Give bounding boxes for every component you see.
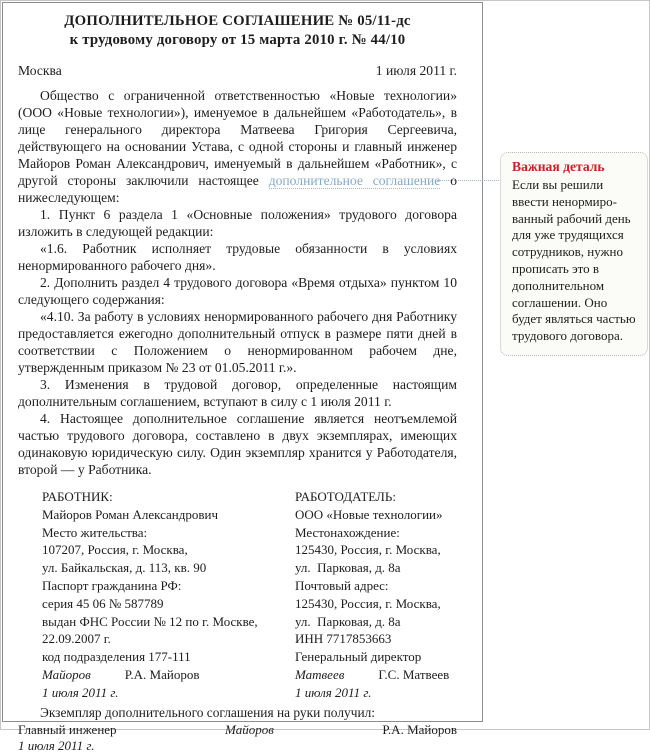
clause-paragraph-2: 2. Дополнить раздел 4 трудового договора «Время отдыха» пунктом 10 следующего содержания:: [18, 275, 457, 307]
worker-address-line-1: 107207, Россия, г. Москва,: [42, 542, 188, 558]
worker-signature-name: Р.А. Майоров: [124, 666, 200, 682]
receipt-position: Главный инженер: [18, 721, 117, 737]
receipt-section: [18, 704, 457, 754]
worker-passport-series: серия 45 06 № 587789: [42, 595, 164, 611]
worker-division-code: код подразделения 177-111: [42, 649, 191, 665]
note-text: Если вы решили ввести ненормированный рабочий день для уже трудящихся сотрудников, нужно прописать это в дополнительном соглашении. Оно будет являться частью трудового договора.: [512, 177, 636, 344]
employer-address-line-1: 125430, Россия, г. Москва,: [295, 542, 441, 558]
title-line-2: к трудовому договору от 15 марта 2010 г. № 44/10: [69, 32, 406, 48]
employer-director-title: Генеральный директор: [295, 649, 422, 665]
worker-address-line-2: ул. Байкальская, д. 113, кв. 90: [42, 560, 207, 576]
worker-passport-issued-2: 22.09.2007 г.: [42, 631, 111, 647]
document-city: Москва: [18, 63, 62, 78]
receipt-signature-row: [18, 721, 457, 738]
employer-inn: ИНН 7717853663: [295, 631, 392, 647]
worker-passport-issued-1: выдан ФНС России № 12 по г. Москве,: [42, 613, 258, 629]
receipt-signature-name: Р.А. Майоров: [382, 721, 457, 737]
receipt-signature: Майоров: [225, 721, 274, 737]
worker-name: Майоров Роман Александрович: [42, 506, 218, 522]
employer-name: ООО «Новые технологии»: [295, 506, 443, 522]
employer-postal-line-1: 125430, Россия, г. Москва,: [295, 595, 441, 611]
note-title: Важная деталь: [512, 159, 605, 174]
employer-sign-date: 1 июля 2011 г.: [295, 684, 372, 700]
important-note-callout: [500, 152, 648, 356]
agreement-document: [2, 2, 483, 753]
note-connector-line: [437, 180, 501, 181]
clause-paragraph-1-6: «1.6. Работник исполняет трудовые обязанности в условиях ненормированного рабочего дня».: [18, 241, 457, 273]
employer-heading: РАБОТОДАТЕЛЬ:: [295, 489, 396, 504]
title-line-1: ДОПОЛНИТЕЛЬНОЕ СОГЛАШЕНИЕ № 05/11-дс: [64, 13, 411, 29]
clause-paragraph-4-10: «4.10. За работу в условиях ненормированного рабочего дня Работнику предоставляется ежегодно дополнительный отпуск в размере пяти дней в соответствии с Положением о ненормированном рабочем дне, утвержденным приказом № 23 от 01.05.2011 г.».: [18, 309, 457, 375]
worker-passport-label: Паспорт гражданина РФ:: [42, 577, 182, 593]
intro-text-after-link: о нижеследующем:: [18, 173, 457, 205]
worker-column: [42, 488, 295, 702]
employer-address-line-2: ул. Парковая, д. 8а: [295, 560, 401, 576]
employer-column: [295, 488, 457, 702]
worker-heading: РАБОТНИК:: [42, 489, 113, 504]
signature-columns: [42, 488, 457, 702]
supplementary-agreement-link[interactable]: дополнительное соглашение: [268, 173, 441, 188]
clause-paragraph-4: 4. Настоящее дополнительное соглашение является неотъемлемой частью трудового договора, составлено в двух экземплярах, имеющих одинаковую юридическую силу. Один экземпляр хранится у Работодателя, второй — у Работника.: [18, 411, 457, 477]
intro-paragraph: [18, 87, 457, 206]
worker-residence-label: Место жительства:: [42, 524, 148, 540]
clause-paragraph-1: 1. Пункт 6 раздела 1 «Основные положения» трудового договора изложить в следующей редакции:: [18, 207, 457, 239]
worker-signature: Майоров: [42, 666, 91, 682]
employer-signature-row: [295, 666, 457, 684]
city-date-row: [18, 62, 457, 79]
document-date: 1 июля 2011 г.: [375, 63, 457, 78]
clause-paragraph-3: 3. Изменения в трудовой договор, определенные настоящим дополнительным соглашением, вступают в силу с 1 июля 2011 г.: [18, 377, 457, 409]
intro-text-before-link: Общество с ограниченной ответственностью «Новые технологии» (ООО «Новые технологии»), именуемое в дальнейшем «Работодатель», в лице генерального директора Матвеева Григория Сергеевича, действующего на основании Устава, с одной стороны и главный инженер Майоров Роман Александрович, именуемый в дальнейшем «Работник», с другой стороны заключили настоящее: [18, 88, 457, 188]
employer-postal-label: Почтовый адрес:: [295, 577, 389, 593]
receipt-line: Экземпляр дополнительного соглашения на руки получил:: [40, 704, 376, 720]
worker-signature-row: [42, 666, 295, 684]
receipt-date: 1 июля 2011 г.: [18, 737, 95, 753]
employer-signature-name: Г.С. Матвеев: [378, 666, 450, 682]
worker-sign-date: 1 июля 2011 г.: [42, 684, 119, 700]
employer-postal-line-2: ул. Парковая, д. 8а: [295, 613, 401, 629]
document-title: [18, 12, 457, 50]
employer-location-label: Местонахождение:: [295, 524, 400, 540]
employer-signature: Матвеев: [295, 666, 345, 682]
